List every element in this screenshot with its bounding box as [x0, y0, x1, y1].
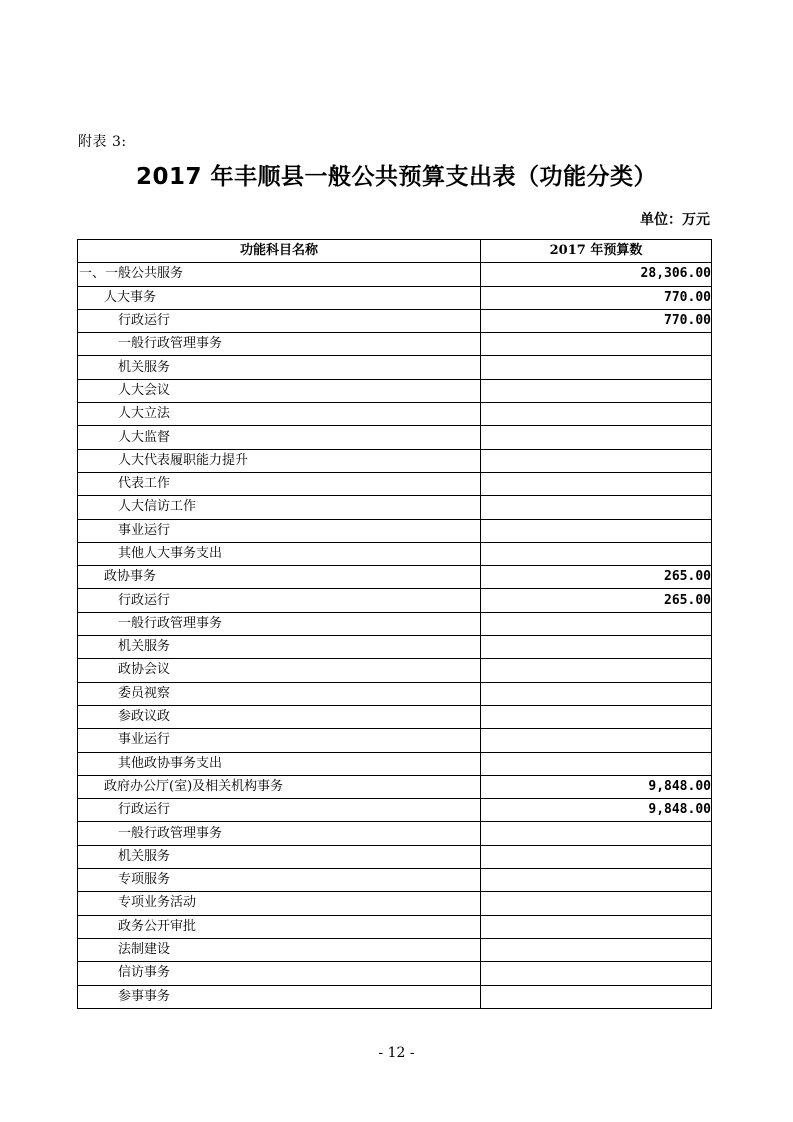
table-row [78, 566, 712, 589]
row-name: 一般行政管理事务 [78, 612, 481, 635]
row-amount: 265.00 [481, 589, 712, 612]
table-row [78, 892, 712, 915]
table-row [78, 705, 712, 728]
row-name: 人大会议 [78, 379, 481, 402]
row-amount [481, 938, 712, 961]
row-amount [481, 356, 712, 379]
column-header-name: 功能科目名称 [78, 240, 481, 263]
row-amount [481, 962, 712, 985]
row-amount [481, 985, 712, 1008]
row-name: 事业运行 [78, 729, 481, 752]
row-name: 专项服务 [78, 869, 481, 892]
table-row [78, 985, 712, 1008]
row-name: 专项业务活动 [78, 892, 481, 915]
row-name: 政协会议 [78, 659, 481, 682]
attachment-label: 附表 3: [78, 134, 127, 150]
table-row [78, 612, 712, 635]
row-amount: 9,848.00 [481, 799, 712, 822]
table-row [78, 379, 712, 402]
table-row [78, 659, 712, 682]
table-row [78, 869, 712, 892]
row-amount [481, 519, 712, 542]
row-amount [481, 472, 712, 495]
row-amount [481, 426, 712, 449]
budget-table [77, 239, 712, 1009]
row-name: 其他人大事务支出 [78, 542, 481, 565]
row-amount [481, 682, 712, 705]
row-amount: 770.00 [481, 309, 712, 332]
table-row [78, 356, 712, 379]
table-row [78, 845, 712, 868]
row-name: 政务公开审批 [78, 915, 481, 938]
row-name: 一般行政管理事务 [78, 822, 481, 845]
row-name: 机关服务 [78, 845, 481, 868]
row-amount [481, 705, 712, 728]
row-amount [481, 915, 712, 938]
row-name: 政府办公厅(室)及相关机构事务 [78, 775, 481, 798]
table-row [78, 519, 712, 542]
table-row [78, 915, 712, 938]
row-amount [481, 892, 712, 915]
table-row [78, 589, 712, 612]
row-name: 行政运行 [78, 799, 481, 822]
table-row [78, 496, 712, 519]
row-name: 人大代表履职能力提升 [78, 449, 481, 472]
row-name: 法制建设 [78, 938, 481, 961]
table-row [78, 286, 712, 309]
table-row [78, 449, 712, 472]
row-name: 人大信访工作 [78, 496, 481, 519]
table-row [78, 962, 712, 985]
table-row [78, 403, 712, 426]
table-row [78, 309, 712, 332]
row-amount [481, 542, 712, 565]
page-number: - 12 - [378, 1045, 415, 1061]
row-amount: 9,848.00 [481, 775, 712, 798]
row-amount [481, 403, 712, 426]
row-amount [481, 449, 712, 472]
row-name: 参事事务 [78, 985, 481, 1008]
table-row [78, 472, 712, 495]
row-amount: 28,306.00 [481, 263, 712, 286]
row-amount: 770.00 [481, 286, 712, 309]
row-amount [481, 496, 712, 519]
row-amount [481, 333, 712, 356]
row-name: 行政运行 [78, 309, 481, 332]
row-amount [481, 379, 712, 402]
row-name: 机关服务 [78, 636, 481, 659]
row-name: 事业运行 [78, 519, 481, 542]
table-row [78, 263, 712, 286]
table-body [78, 263, 712, 1009]
unit-label: 单位：万元 [640, 212, 710, 228]
row-amount [481, 752, 712, 775]
table-row [78, 775, 712, 798]
row-name: 一般行政管理事务 [78, 333, 481, 356]
table-row [78, 729, 712, 752]
row-name: 机关服务 [78, 356, 481, 379]
row-name: 人大立法 [78, 403, 481, 426]
row-amount [481, 729, 712, 752]
row-amount [481, 636, 712, 659]
row-name: 一、一般公共服务 [78, 263, 481, 286]
row-name: 委员视察 [78, 682, 481, 705]
table-row [78, 822, 712, 845]
table-row [78, 682, 712, 705]
row-name: 人大事务 [78, 286, 481, 309]
row-name: 政协事务 [78, 566, 481, 589]
column-header-amount: 2017 年预算数 [481, 240, 712, 263]
row-name: 信访事务 [78, 962, 481, 985]
row-amount [481, 612, 712, 635]
row-name: 人大监督 [78, 426, 481, 449]
row-amount: 265.00 [481, 566, 712, 589]
table-row [78, 542, 712, 565]
row-amount [481, 822, 712, 845]
table-row [78, 752, 712, 775]
table-row [78, 333, 712, 356]
row-amount [481, 659, 712, 682]
table-header-row [78, 240, 712, 263]
row-amount [481, 845, 712, 868]
row-amount [481, 869, 712, 892]
row-name: 其他政协事务支出 [78, 752, 481, 775]
table-row [78, 799, 712, 822]
table-row [78, 426, 712, 449]
table-row [78, 636, 712, 659]
row-name: 代表工作 [78, 472, 481, 495]
page-title: 2017 年丰顺县一般公共预算支出表（功能分类） [135, 164, 658, 190]
table-row [78, 938, 712, 961]
row-name: 参政议政 [78, 705, 481, 728]
row-name: 行政运行 [78, 589, 481, 612]
